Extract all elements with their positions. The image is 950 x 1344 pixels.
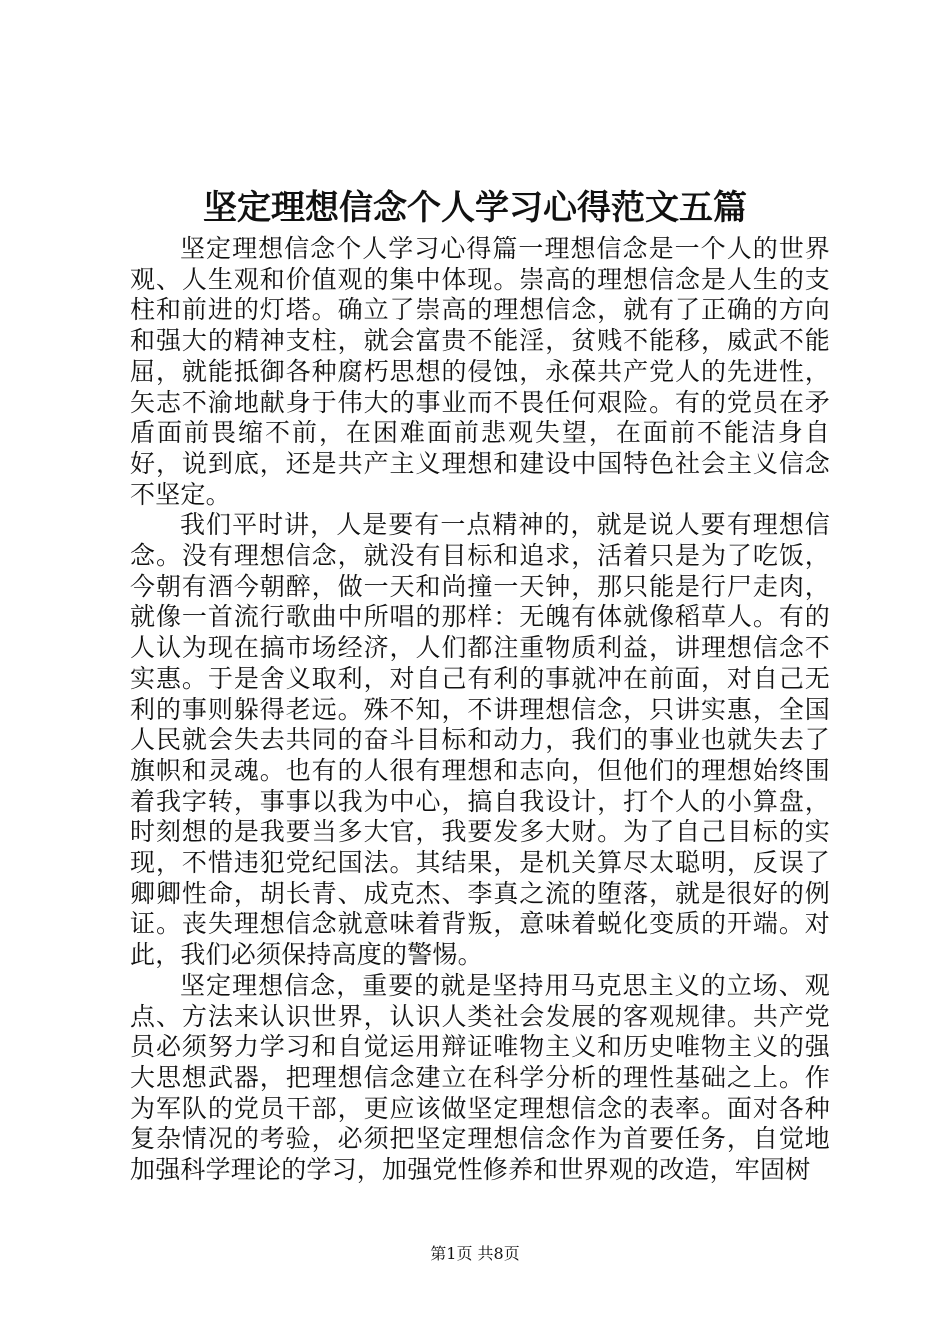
paragraph-1: 坚定理想信念个人学习心得篇一理想信念是一个人的世界观、人生观和价值观的集中体现。崇高的理想信念是人生的支柱和前进的灯塔。确立了崇高的理想信念，就有了正确的方向和强大的精神支柱，就会富贵不能淫，贫贱不能移，威武不能屈，就能抵御各种腐朽思想的侵蚀，永葆共产党人的先进性，矢志不渝地献身于伟大的事业而不畏任何艰险。有的党员在矛盾面前畏缩不前，在困难面前悲观失望，在面前不能洁身自好，说到底，还是共产主义理想和建设中国特色社会主义信念不坚定。 [130, 234, 830, 509]
document-title: 坚定理想信念个人学习心得范文五篇 [203, 188, 747, 228]
document-body [130, 234, 830, 1186]
paragraph-2: 我们平时讲，人是要有一点精神的，就是说人要有理想信念。没有理想信念，就没有目标和追求，活着只是为了吃饭，今朝有酒今朝醉，做一天和尚撞一天钟，那只能是行尸走肉，就像一首流行歌曲中所唱的那样：无魄有体就像稻草人。有的人认为现在搞市场经济，人们都注重物质利益，讲理想信念不实惠。于是舍义取利，对自己有利的事就冲在前面，对自己无利的事则躲得老远。殊不知，不讲理想信念，只讲实惠，全国人民就会失去共同的奋斗目标和动力，我们的事业也就失去了旗帜和灵魂。也有的人很有理想和志向，但他们的理想始终围着我字转，事事以我为中心，搞自我设计，打个人的小算盘，时刻想的是我要当多大官，我要发多大财。为了自己目标的实现，不惜违犯党纪国法。其结果，是机关算尽太聪明，反误了卿卿性命，胡长青、成克杰、李真之流的堕落，就是很好的例证。丧失理想信念就意味着背叛，意味着蜕化变质的开端。对此，我们必须保持高度的警惕。 [130, 510, 830, 970]
page-number-footer: 第1页 共8页 [430, 1244, 520, 1263]
paragraph-3: 坚定理想信念，重要的就是坚持用马克思主义的立场、观点、方法来认识世界，认识人类社会发展的客观规律。共产党员必须努力学习和自觉运用辩证唯物主义和历史唯物主义的强大思想武器，把理想信念建立在科学分析的理性基础之上。作为军队的党员干部，更应该做坚定理想信念的表率。面对各种复杂情况的考验，必须把坚定理想信念作为首要任务，自觉地加强科学理论的学习，加强党性修养和世界观的改造，牢固树 [130, 970, 830, 1185]
